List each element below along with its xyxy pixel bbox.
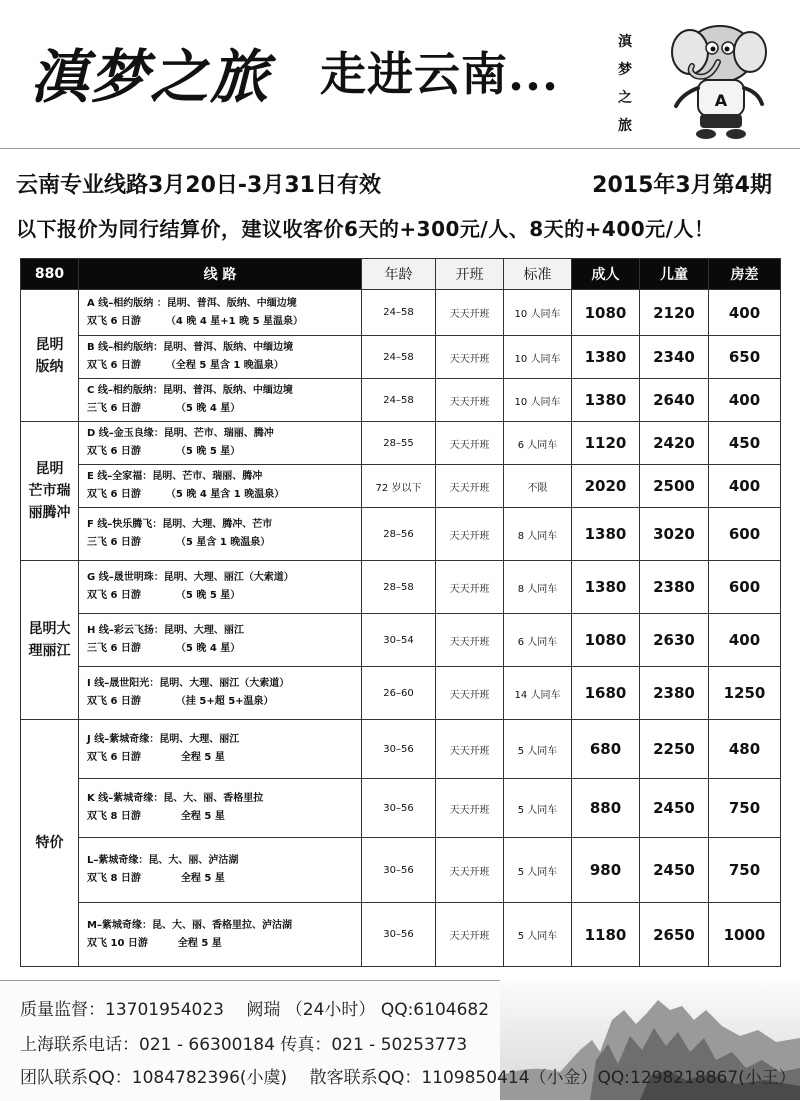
table-row — [21, 667, 781, 720]
route-cell — [79, 903, 362, 967]
route-line: 双飞 6 日游 （5 晚 4 星含 1 晚温泉） — [87, 489, 285, 500]
adult-price-cell: 880 — [572, 779, 640, 838]
header-banner — [0, 0, 800, 149]
age-cell: 28–58 — [362, 561, 436, 614]
child-price-cell: 2650 — [640, 903, 709, 967]
adult-price-cell: 1380 — [572, 336, 640, 379]
route-line: A 线–相约版纳 ：昆明、普洱、版纳、中缅边境 — [87, 297, 297, 309]
room-diff-cell: 750 — [709, 838, 781, 903]
price-table-body — [21, 290, 781, 967]
age-cell: 30–56 — [362, 779, 436, 838]
route-cell — [79, 336, 362, 379]
table-row — [21, 336, 781, 379]
room-diff-cell: 400 — [709, 379, 781, 422]
standard-cell: 5 人同车 — [504, 720, 572, 779]
room-diff-cell: 600 — [709, 508, 781, 561]
route-line: 双飞 8 日游 全程 5 星 — [87, 873, 225, 884]
svg-text:A: A — [714, 91, 728, 110]
schedule-cell: 天天开班 — [436, 336, 504, 379]
age-cell: 30–56 — [362, 720, 436, 779]
schedule-cell: 天天开班 — [436, 667, 504, 720]
adult-price-cell: 1380 — [572, 508, 640, 561]
schedule-cell: 天天开班 — [436, 838, 504, 903]
region-cell — [21, 422, 79, 561]
route-line: B 线–相约版纳：昆明、普洱、版纳、中缅边境 — [87, 342, 294, 353]
child-price-cell: 2420 — [640, 422, 709, 465]
route-cell — [79, 720, 362, 779]
standard-cell: 6 人同车 — [504, 614, 572, 667]
table-row — [21, 422, 781, 465]
region-label: 版纳 — [35, 358, 64, 375]
vertical-brand-char: 滇 — [618, 34, 632, 50]
age-cell: 24–58 — [362, 290, 436, 336]
route-line: M–紫城奇缘：昆、大、丽、香格里拉、泸沽湖 — [87, 919, 292, 931]
adult-price-cell: 2020 — [572, 465, 640, 508]
schedule-cell: 天天开班 — [436, 290, 504, 336]
adult-price-cell: 1380 — [572, 561, 640, 614]
schedule-cell: 天天开班 — [436, 903, 504, 967]
region-label: 昆明 — [35, 461, 64, 477]
child-price-cell: 2250 — [640, 720, 709, 779]
vertical-brand-char: 之 — [618, 90, 632, 106]
schedule-cell: 天天开班 — [436, 720, 504, 779]
validity-title: 云南专业线路3月20日-3月31日有效 — [16, 173, 381, 198]
route-line: H 线–彩云飞扬：昆明、大理、丽江 — [87, 625, 244, 636]
table-row — [21, 290, 781, 336]
region-cell — [21, 290, 79, 422]
route-line: E 线–全家福：昆明、芒市、瑞丽、腾冲 — [87, 471, 263, 482]
room-diff-cell: 400 — [709, 290, 781, 336]
column-header: 880 — [21, 259, 79, 290]
column-header: 成人 — [572, 259, 640, 290]
standard-cell: 10 人同车 — [504, 379, 572, 422]
region-label: 昆明 — [35, 336, 64, 353]
room-diff-cell: 400 — [709, 614, 781, 667]
route-cell — [79, 561, 362, 614]
table-row — [21, 508, 781, 561]
table-row — [21, 465, 781, 508]
route-line: 三飞 6 日游 （5 晚 4 星） — [87, 403, 241, 414]
adult-price-cell: 980 — [572, 838, 640, 903]
route-cell — [79, 290, 362, 336]
route-line: 双飞 6 日游 （5 晚 5 星） — [87, 590, 241, 601]
route-cell — [79, 508, 362, 561]
standard-cell: 5 人同车 — [504, 779, 572, 838]
route-line: 双飞 6 日游 （4 晚 4 星+1 晚 5 星温泉） — [87, 315, 304, 327]
room-diff-cell: 650 — [709, 336, 781, 379]
route-line: F 线–快乐腾飞：昆明、大理、腾冲、芒市 — [87, 519, 273, 530]
adult-price-cell: 1120 — [572, 422, 640, 465]
age-cell: 30–56 — [362, 838, 436, 903]
child-price-cell: 2450 — [640, 838, 709, 903]
child-price-cell: 2380 — [640, 561, 709, 614]
route-cell — [79, 838, 362, 903]
schedule-cell: 天天开班 — [436, 465, 504, 508]
vertical-brand — [612, 28, 638, 140]
route-line: 双飞 6 日游 （全程 5 星含 1 晚温泉） — [87, 360, 284, 371]
adult-price-cell: 1080 — [572, 614, 640, 667]
column-header: 年龄 — [362, 259, 436, 290]
shanghai-contact-line: 上海联系电话：021 - 66300184 传真：021 - 50253773 — [20, 1035, 468, 1055]
region-label: 理丽江 — [28, 643, 71, 659]
schedule-cell: 天天开班 — [436, 422, 504, 465]
route-line: I 线–晟世阳光：昆明、大理、丽江（大索道） — [87, 678, 290, 689]
adult-price-cell: 680 — [572, 720, 640, 779]
standard-cell: 5 人同车 — [504, 838, 572, 903]
region-cell — [21, 720, 79, 967]
elephant-mascot-icon — [662, 14, 772, 142]
region-label: 丽腾冲 — [28, 505, 71, 521]
column-header: 开班 — [436, 259, 504, 290]
column-header: 标准 — [504, 259, 572, 290]
child-price-cell: 2340 — [640, 336, 709, 379]
route-line: C 线–相约版纳：昆明、普洱、版纳、中缅边境 — [87, 385, 293, 396]
route-line: K 线–紫城奇缘：昆、大、丽、香格里拉 — [87, 793, 264, 804]
route-line: L–紫城奇缘：昆、大、丽、泸沽湖 — [87, 855, 239, 866]
child-price-cell: 2630 — [640, 614, 709, 667]
vertical-brand-char: 梦 — [618, 62, 632, 78]
schedule-cell: 天天开班 — [436, 379, 504, 422]
route-cell — [79, 667, 362, 720]
room-diff-cell: 1250 — [709, 667, 781, 720]
child-price-cell: 3020 — [640, 508, 709, 561]
adult-price-cell: 1380 — [572, 379, 640, 422]
adult-price-cell: 1680 — [572, 667, 640, 720]
quality-supervision-line: 质量监督：13701954023 阙瑞 （24小时） QQ:6104682 — [20, 1000, 490, 1020]
route-line: 双飞 6 日游 （挂 5+超 5+温泉） — [87, 696, 274, 707]
room-diff-cell: 450 — [709, 422, 781, 465]
route-cell — [79, 465, 362, 508]
table-row — [21, 720, 781, 779]
room-diff-cell: 480 — [709, 720, 781, 779]
table-row — [21, 379, 781, 422]
column-header: 线 路 — [79, 259, 362, 290]
region-label: 芒市瑞 — [28, 483, 71, 499]
standard-cell: 10 人同车 — [504, 336, 572, 379]
adult-price-cell: 1180 — [572, 903, 640, 967]
table-row — [21, 838, 781, 903]
route-cell — [79, 379, 362, 422]
standard-cell: 不限 — [504, 465, 572, 508]
route-line: 双飞 8 日游 全程 5 星 — [87, 811, 225, 822]
room-diff-cell: 750 — [709, 779, 781, 838]
route-cell — [79, 422, 362, 465]
schedule-cell: 天天开班 — [436, 779, 504, 838]
standard-cell: 8 人同车 — [504, 508, 572, 561]
route-line: 双飞 6 日游 全程 5 星 — [87, 752, 225, 763]
table-row — [21, 614, 781, 667]
route-line: G 线–晟世明珠：昆明、大理、丽江（大索道） — [87, 572, 294, 583]
qq-contact-line: 团队联系QQ：1084782396(小虞) 散客联系QQ：1109850414（小金）QQ:1298218867(小王） — [20, 1068, 796, 1088]
region-cell — [21, 561, 79, 720]
age-cell: 30–56 — [362, 903, 436, 967]
price-table — [20, 258, 781, 967]
table-header-row — [21, 259, 781, 290]
region-label: 昆明大 — [28, 621, 71, 637]
route-line: J 线–紫城奇缘：昆明、大理、丽江 — [87, 734, 240, 745]
price-notice: 以下报价为同行结算价，建议收客价6天的+300元/人、8天的+400元/人！ — [16, 217, 715, 241]
slogan: 走进云南... — [320, 47, 560, 101]
standard-cell: 10 人同车 — [504, 290, 572, 336]
schedule-cell: 天天开班 — [436, 508, 504, 561]
age-cell: 30–54 — [362, 614, 436, 667]
schedule-cell: 天天开班 — [436, 614, 504, 667]
route-cell — [79, 779, 362, 838]
adult-price-cell: 1080 — [572, 290, 640, 336]
route-line: 三飞 6 日游 （5 星含 1 晚温泉） — [87, 537, 271, 548]
route-line: 双飞 10 日游 全程 5 星 — [87, 937, 222, 949]
route-cell — [79, 614, 362, 667]
room-diff-cell: 600 — [709, 561, 781, 614]
age-cell: 28–56 — [362, 508, 436, 561]
standard-cell: 14 人同车 — [504, 667, 572, 720]
child-price-cell: 2450 — [640, 779, 709, 838]
child-price-cell: 2500 — [640, 465, 709, 508]
age-cell: 26–60 — [362, 667, 436, 720]
brand-title: 滇梦之旅 — [30, 43, 271, 111]
room-diff-cell: 400 — [709, 465, 781, 508]
standard-cell: 6 人同车 — [504, 422, 572, 465]
age-cell: 24–58 — [362, 336, 436, 379]
standard-cell: 8 人同车 — [504, 561, 572, 614]
route-line: 三飞 6 日游 （5 晚 4 星） — [87, 643, 241, 654]
age-cell: 24–58 — [362, 379, 436, 422]
route-line: 双飞 6 日游 （5 晚 5 星） — [87, 446, 241, 457]
room-diff-cell: 1000 — [709, 903, 781, 967]
table-row — [21, 903, 781, 967]
schedule-cell: 天天开班 — [436, 561, 504, 614]
standard-cell: 5 人同车 — [504, 903, 572, 967]
table-row — [21, 779, 781, 838]
column-header: 儿童 — [640, 259, 709, 290]
vertical-brand-char: 旅 — [618, 118, 632, 134]
region-label: 特价 — [35, 835, 64, 851]
route-line: D 线–金玉良缘：昆明、芒市、瑞丽、腾冲 — [87, 428, 274, 439]
child-price-cell: 2380 — [640, 667, 709, 720]
table-row — [21, 561, 781, 614]
age-cell: 28–55 — [362, 422, 436, 465]
child-price-cell: 2640 — [640, 379, 709, 422]
child-price-cell: 2120 — [640, 290, 709, 336]
column-header: 房差 — [709, 259, 781, 290]
issue-label: 2015年3月第4期 — [592, 173, 772, 198]
age-cell: 72 岁以下 — [362, 465, 436, 508]
